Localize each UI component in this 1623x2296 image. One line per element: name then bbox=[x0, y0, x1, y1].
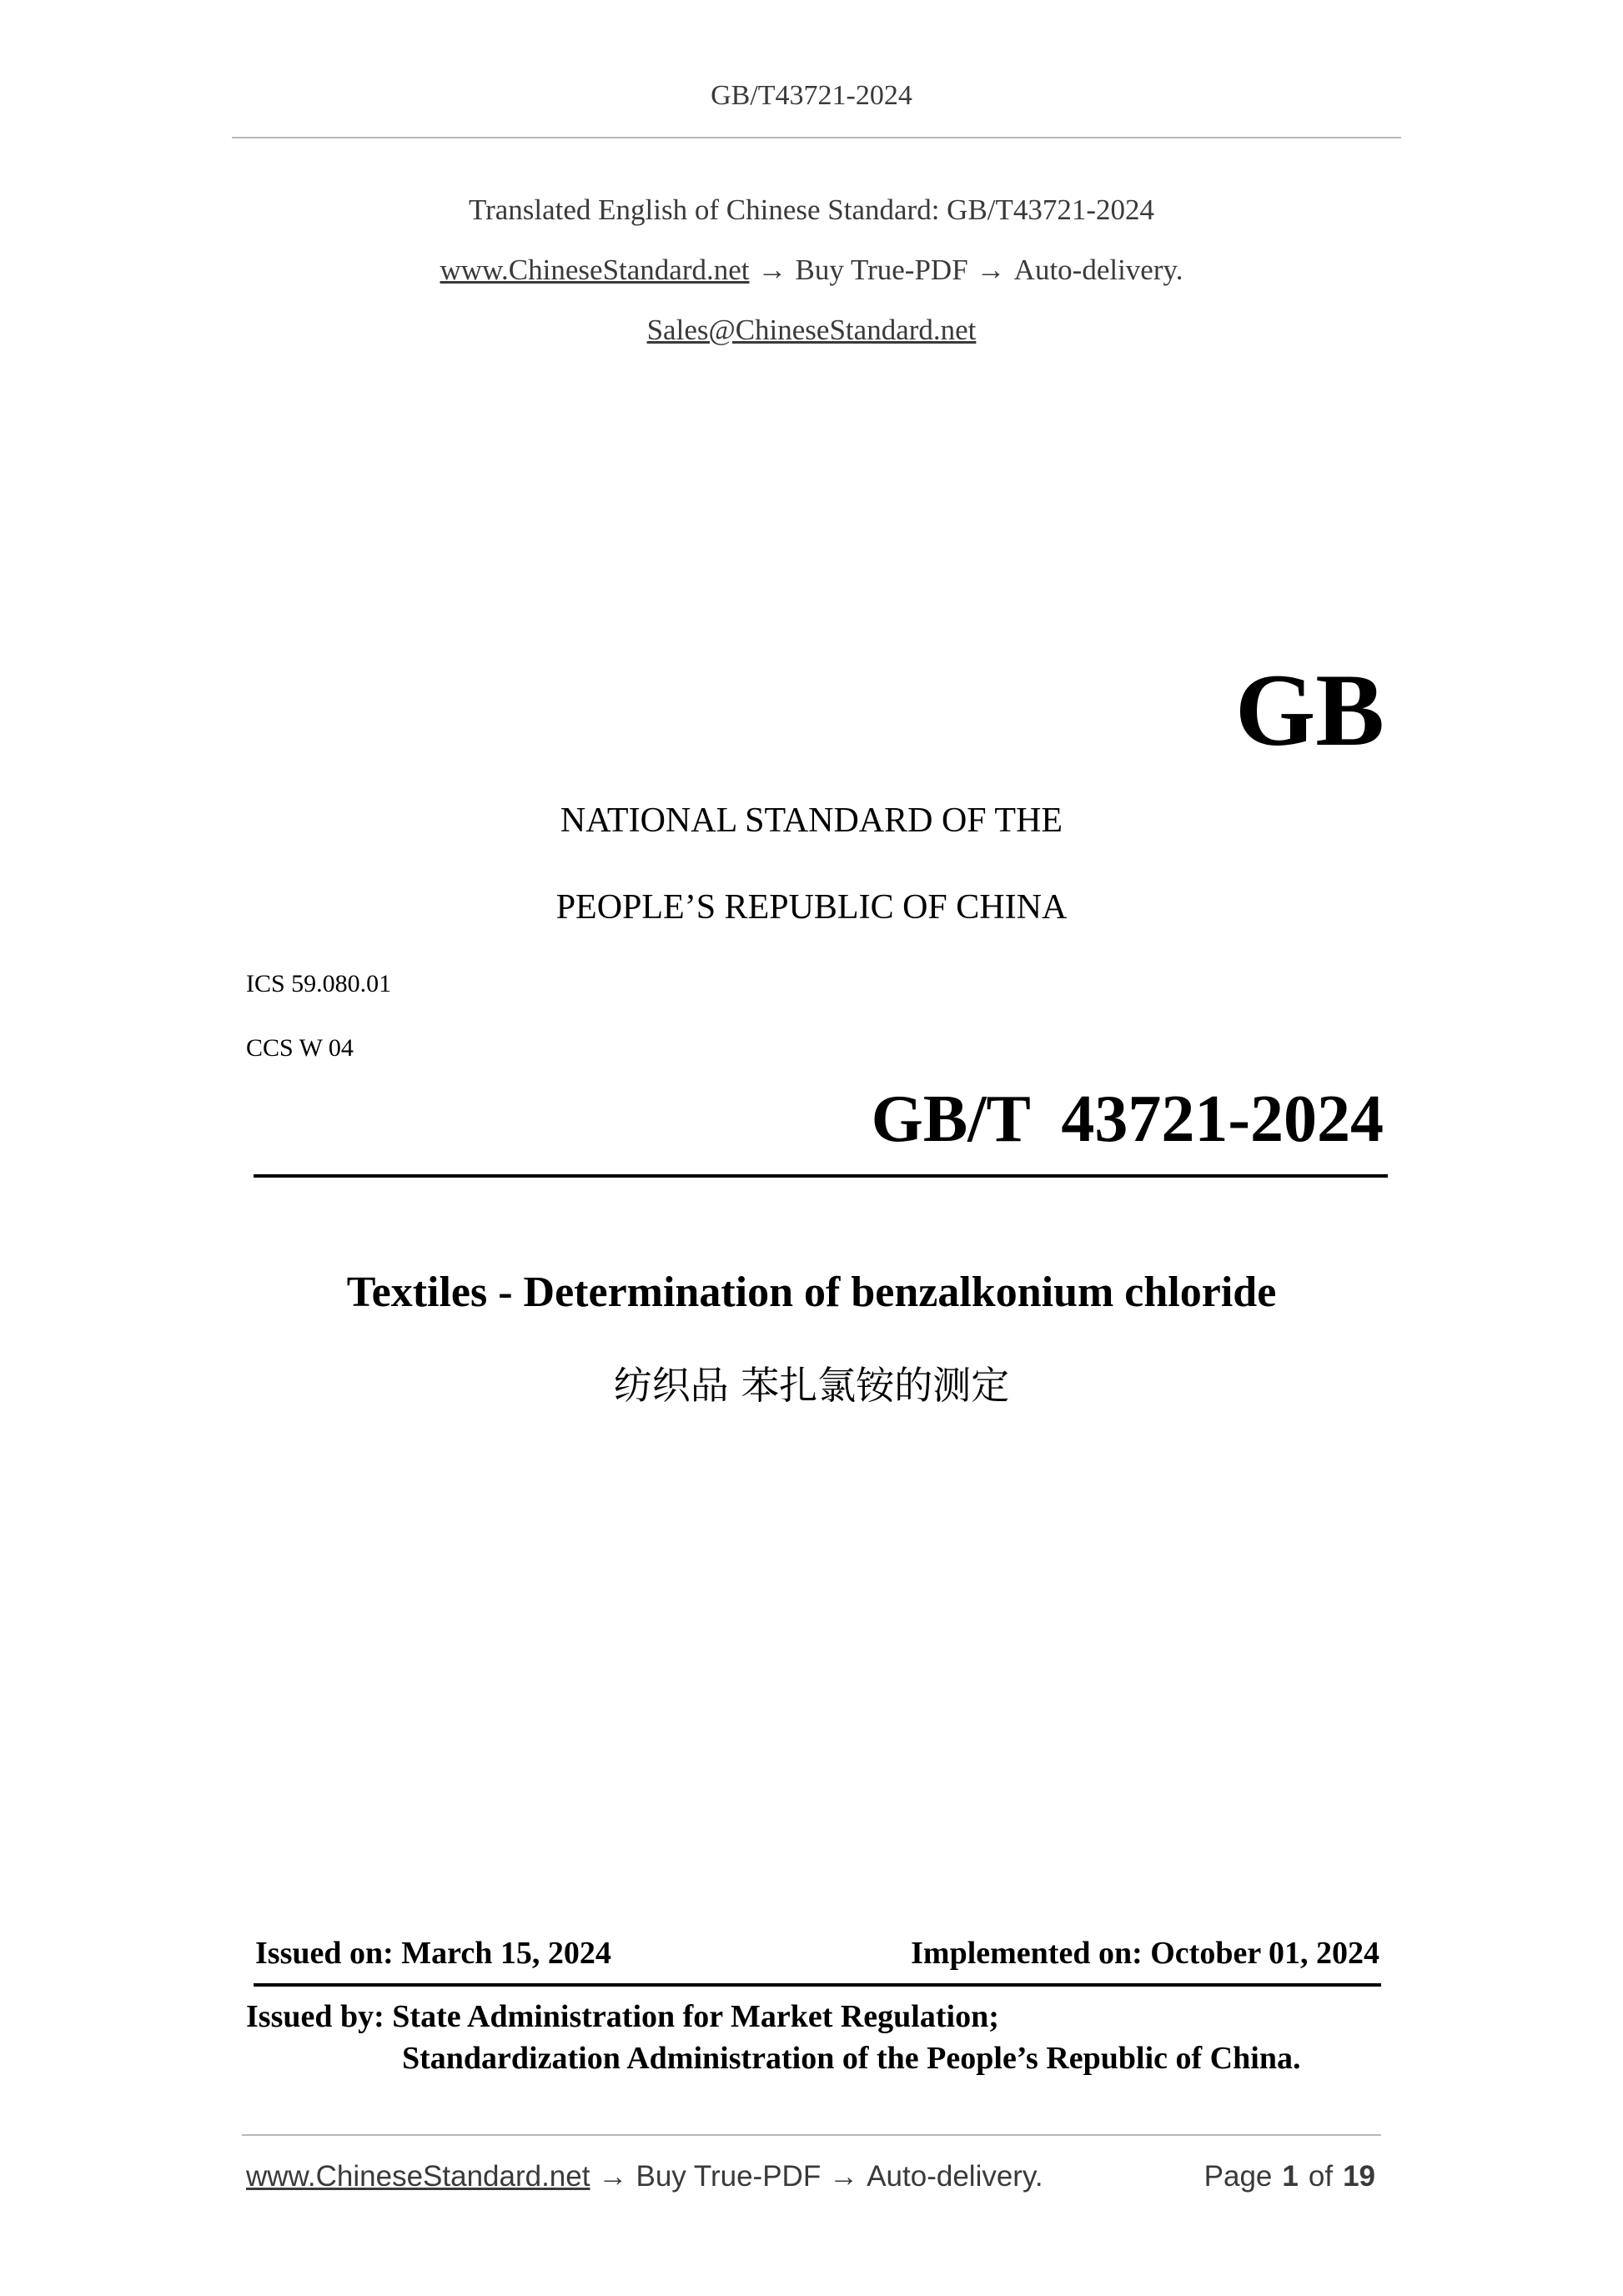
arrow-right-icon: → bbox=[757, 254, 787, 286]
ccs-code: CCS W 04 bbox=[246, 1034, 354, 1062]
translated-notice: Translated English of Chinese Standard: GB/T43721-2024 bbox=[468, 193, 1155, 226]
promo-line bbox=[0, 254, 1623, 287]
site-link[interactable]: www.ChineseStandard.net bbox=[440, 254, 750, 286]
email-line bbox=[0, 314, 1623, 347]
document-title-english: Textiles - Determination of benzalkonium chloride bbox=[346, 1269, 1277, 1316]
arrow-right-icon: → bbox=[829, 2160, 859, 2193]
issued-on-date: Issued on: March 15, 2024 bbox=[255, 1936, 611, 1971]
footer-site-link[interactable]: www.ChineseStandard.net bbox=[246, 2160, 590, 2193]
page-current: 1 bbox=[1282, 2160, 1299, 2193]
national-standard-line-1: NATIONAL STANDARD OF THE bbox=[560, 801, 1063, 840]
footer-promo bbox=[246, 2160, 1043, 2193]
document-title-chinese: 纺织品 苯扎氯铵的测定 bbox=[613, 1363, 1010, 1408]
gb-mark: GB bbox=[1234, 653, 1384, 767]
implemented-on-date: Implemented on: October 01, 2024 bbox=[911, 1936, 1379, 1971]
running-header: GB/T43721-2024 bbox=[711, 80, 912, 111]
arrow-right-icon: → bbox=[598, 2160, 628, 2193]
footer-buy-text: Buy True-PDF bbox=[636, 2160, 822, 2193]
delivery-text: Auto-delivery. bbox=[1013, 254, 1183, 286]
standard-number: GB/T 43721-2024 bbox=[871, 1083, 1384, 1156]
issued-by-line-1: Issued by: State Administration for Market Regulation; bbox=[246, 1999, 999, 2034]
issue-divider bbox=[254, 1983, 1381, 1987]
arrow-right-icon: → bbox=[976, 254, 1006, 286]
page-total: 19 bbox=[1343, 2160, 1375, 2193]
national-standard-line-2: PEOPLE’S REPUBLIC OF CHINA bbox=[555, 888, 1068, 927]
footer-delivery-text: Auto-delivery. bbox=[867, 2160, 1043, 2193]
title-divider bbox=[254, 1174, 1388, 1178]
footer-divider bbox=[242, 2134, 1381, 2136]
ics-code: ICS 59.080.01 bbox=[246, 970, 392, 997]
email-link[interactable]: Sales@ChineseStandard.net bbox=[646, 314, 977, 346]
header-divider bbox=[232, 137, 1401, 138]
buy-text: Buy True-PDF bbox=[795, 254, 968, 286]
issued-by-line-2: Standardization Administration of the People’s Republic of China. bbox=[402, 2041, 1301, 2076]
of-label: of bbox=[1308, 2160, 1334, 2193]
page-label: Page bbox=[1203, 2160, 1273, 2193]
page-indicator bbox=[1204, 2160, 1375, 2193]
